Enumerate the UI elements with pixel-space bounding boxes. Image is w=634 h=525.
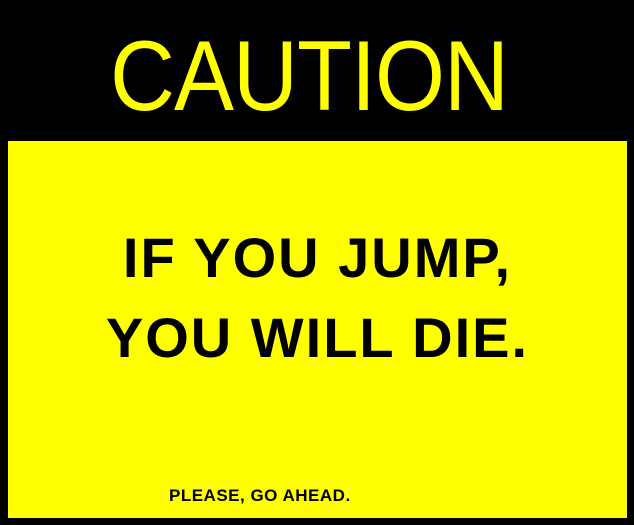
warning-message-line-1: IF YOU JUMP, xyxy=(122,226,513,289)
footer-note: PLEASE, GO AHEAD. xyxy=(169,486,351,505)
caution-heading: CAUTION xyxy=(110,22,508,132)
warning-message-line-2: YOU WILL DIE. xyxy=(105,306,530,369)
warning-panel xyxy=(8,141,627,518)
warning-message xyxy=(8,218,627,378)
